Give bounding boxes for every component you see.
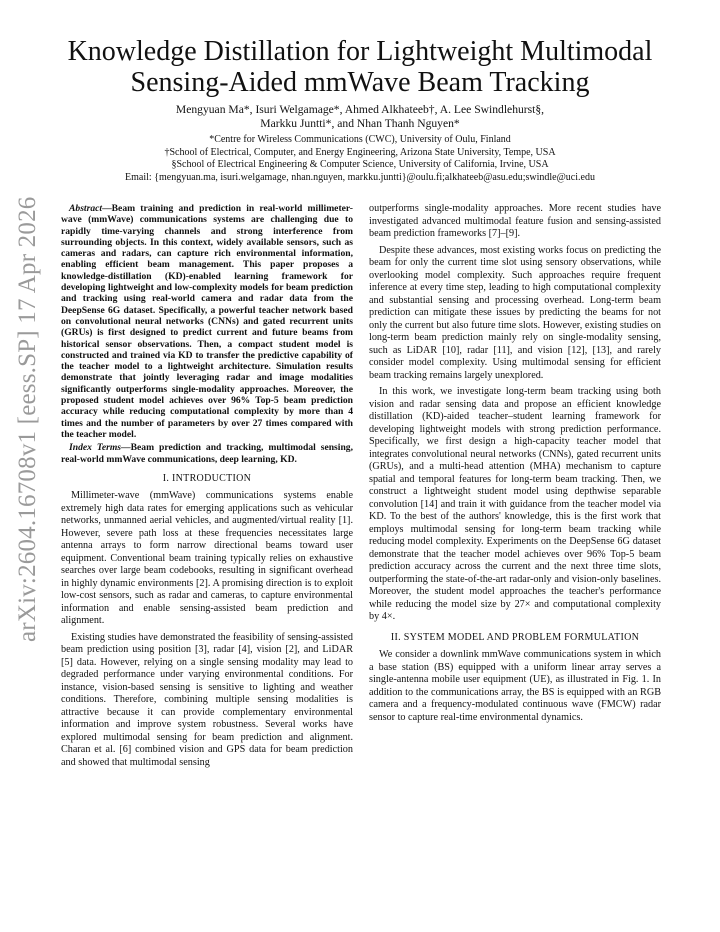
left-column [61, 203, 353, 769]
system-model-paragraph-1: We consider a downlink mmWave communications system in which a base station (BS) equipped with a uniform linear array serves a single-antenna mobile user equipment (UE), as illustrated in Fig. 1. In addition to the communications array, the BS is equipped with an RGB camera and a frequency-modulated continuous wave (FMCW) radar sensor to capture real-time environmental dynamics. [369, 649, 661, 723]
author-list [60, 103, 660, 131]
affiliation-uci: §School of Electrical Engineering & Computer Science, University of California, Irvine, USA [171, 159, 549, 171]
affiliations [40, 134, 680, 184]
authors-line-1: Mengyuan Ma*, Isuri Welgamage*, Ahmed Alkhateeb†, A. Lee Swindlehurst§, [175, 103, 545, 116]
intro-paragraph-5: In this work, we investigate long-term beam tracking using both vision and radar sensing data and propose an efficient knowledge distillation (KD)-aided teacher–student learning framework for developing lightweight models with strong prediction performance. Specifically, we first design a high-capacity teacher model that integrates convolutional neural networks (CNNs), gated recurrent units (GRUs), and a multi-head attention (MHA) mechanism to capture spatial and temporal features for long-term beam tracking. Then, we construct a lightweight student model using depthwise separable convolution [14] and train it with guidance from the teacher model via KD. To the best of the authors' knowledge, this is the first work that employs multimodal sensing for long-term beam tracking while reducing model complexity. Experiments on the DeepSense 6G dataset demonstrate that the teacher model achieves over 96% Top-5 beam prediction accuracy across the current and the next three time slots, outperforming the state-of-the-art radar-only and vision-only baselines. Moreover, the student model approaches the teacher's performance while reducing the model size by 27× and computational complexity by 4×. [369, 386, 661, 622]
authors-line-2: Markku Juntti*, and Nhan Thanh Nguyen* [260, 117, 460, 130]
index-terms-label: Index Terms [69, 442, 122, 454]
intro-paragraph-1: Millimeter-wave (mmWave) communications systems enable extremely high data rates for emerging applications such as vehicular networks, unmanned aerial vehicles, and augmented/virtual reality [1]. However, severe path loss at these frequencies necessitates large antenna arrays to form narrow directional beams toward user equipment. Conventional beam training typically relies on exhaustive searches over large beam codebooks, resulting in significant overhead in highly dynamic environments [2]. A promising direction is to exploit low-cost sensors, such as radar and cameras, to capture environmental information and enable sensing-assisted beam prediction and alignment. [61, 490, 353, 627]
abstract-text: —Beam training and prediction in real-world millimeter-wave (mmWave) communications systems are challenging due to rapidly time-varying channels and strong interference from surrounding objects. In this context, widely available sensors, such as cameras and radars, can capture rich environmental information, enabling efficient beam management. This paper proposes a knowledge-distillation (KD)-enabled learning framework for developing lightweight and low-complexity models for beam prediction and tracking using real-world camera and radar data from the DeepSense 6G dataset. Specifically, a powerful teacher network based on convolutional neural networks (CNNs) and gated recurrent units (GRUs) is first designed to predict current and future beams from historical sensor observations. Then, a compact student model is constructed and trained via KD to transfer the predictive capability of the teacher model to a lightweight architecture. Simulation results demonstrate that jointly leveraging radar and image modalities significantly outperforms single-modality approaches. Moreover, the proposed student model achieves over 96% Top-5 beam prediction accuracy while reducing computational complexity by more than 4 times and the number of parameters by over 27 times compared with the teacher model. [61, 203, 353, 440]
intro-paragraph-2: Existing studies have demonstrated the feasibility of sensing-assisted beam prediction using position [3], radar [4], vision [2], and LiDAR [5] data. However, relying on a single sensing modality may lead to degraded performance under varying environmental conditions. For instance, vision-based sensing is sensitive to lighting and weather conditions. Therefore, combining multiple sensing modalities is attractive because it can provide complementary environmental information and improve system robustness. Several works have explored multimodal sensing for beam prediction and alignment. Charan et al. [6] combined vision and GPS data for beam prediction and showed that multimodal sensing [61, 631, 353, 768]
index-terms-text: —Beam prediction and tracking, multimodal sensing, real-world mmWave communications, deep learning, KD. [61, 442, 353, 465]
paper-title: Knowledge Distillation for Lightweight Multimodal Sensing-Aided mmWave Beam Tracking [67, 36, 653, 98]
section-heading-system-model: II. SYSTEM MODEL AND PROBLEM FORMULATION [390, 631, 640, 643]
section-heading-introduction: I. INTRODUCTION [162, 472, 252, 484]
intro-paragraph-4: Despite these advances, most existing works focus on predicting the beam for only the current time slot using sensory observations, while overlooking model complexity. Such approaches require frequent inference at every time step, leading to high computational complexity and substantial sensing and processing overhead. Long-term beam prediction can mitigate these issues by predicting the beams for not only the current but also future time slots. However, existing studies on long-term beam prediction mainly rely on single-modality sensing, such as LiDAR [10], radar [11], and vision [12], [13], and rarely consider model complexity. Using multimodal sensing for efficient beam tracking remains largely unexplored. [369, 244, 661, 381]
abstract [61, 203, 353, 440]
affiliation-asu: †School of Electrical, Computer, and Energy Engineering, Arizona State University, Tempe, USA [164, 146, 556, 158]
intro-paragraph-3: outperforms single-modality approaches. More recent studies have investigated advanced multimodal feature fusion and sensing-assisted beam prediction frameworks [7]–[9]. [369, 203, 661, 239]
affiliation-cwc: *Centre for Wireless Communications (CWC), University of Oulu, Finland [209, 134, 511, 145]
right-column [369, 203, 661, 724]
abstract-label: Abstract [69, 203, 103, 214]
arxiv-identifier[interactable]: arXiv:2604.16708v1 [eess.SP] 17 Apr 2026 [14, 196, 41, 642]
index-terms [61, 442, 353, 465]
email-line: Email: {mengyuan.ma, isuri.welgamage, nhan.nguyen, markku.juntti}@oulu.fi;alkhateeb@asu.edu;swindle@uci.edu [125, 171, 595, 183]
